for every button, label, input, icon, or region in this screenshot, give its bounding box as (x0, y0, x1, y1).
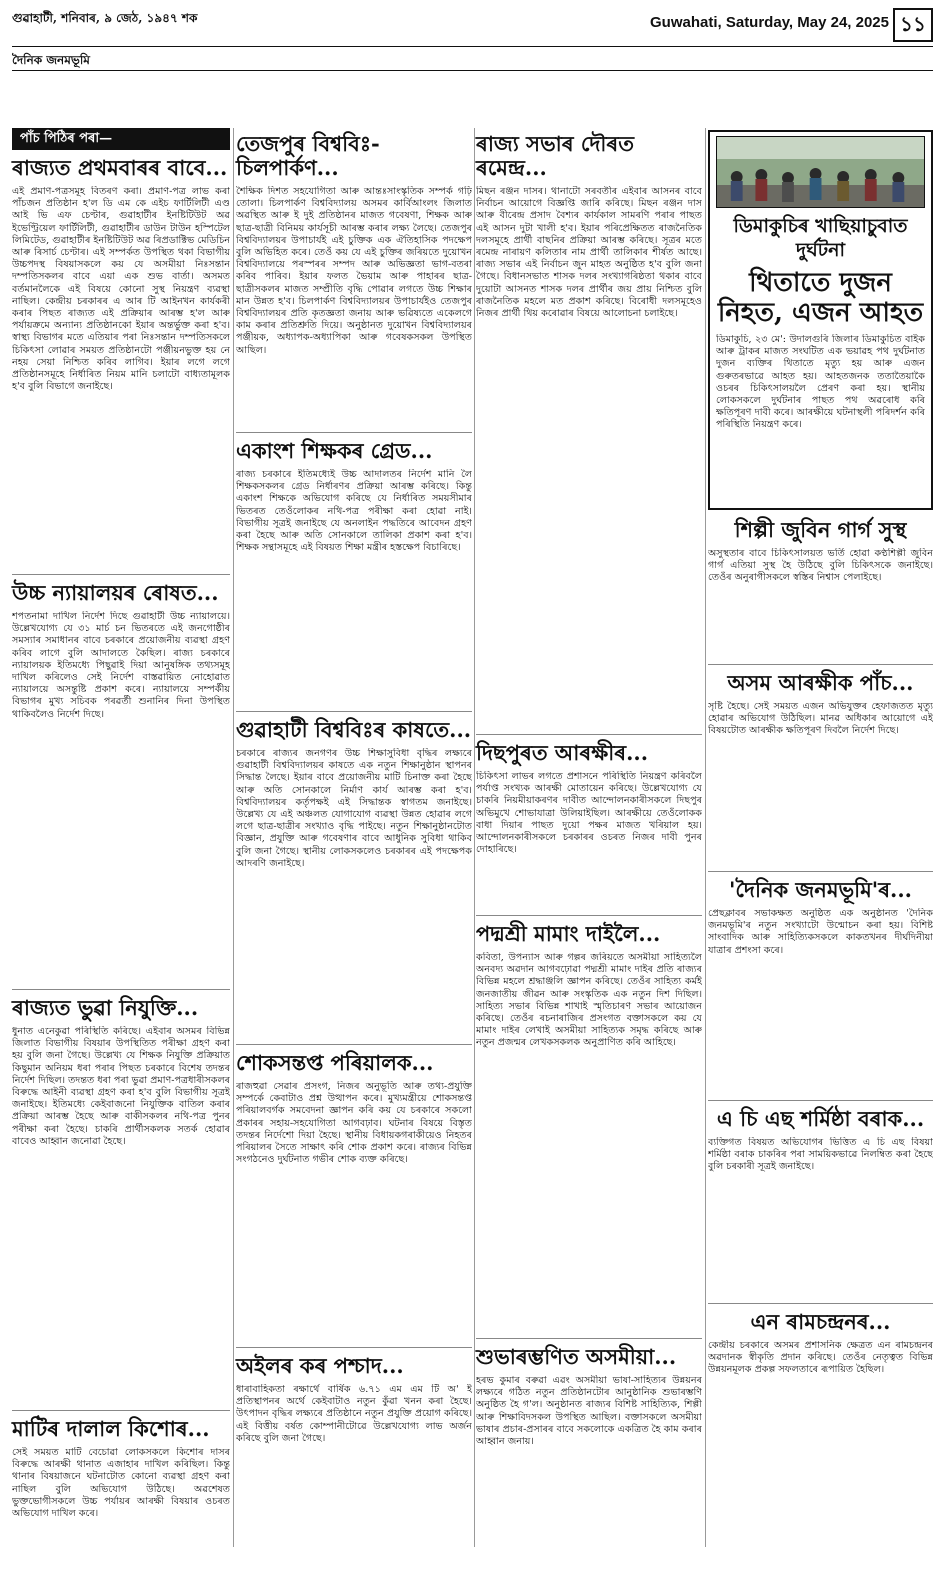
column-4 (708, 130, 933, 1450)
brand-name: দৈনিক জনমভূমি (12, 53, 90, 67)
article-body: ব্যক্তিগত বিষয়ত অভিযোগৰ ভিত্তিত এ চি এছ বিষয়া শৰ্মিষ্ঠা বৰাক চাকৰিৰ পৰা সাময়িকভাৱে নিলম্বিত কৰা হৈছে বুলি চৰকাৰী সূত্ৰই জনাইছে। (708, 1137, 933, 1173)
divider (12, 574, 230, 575)
article-body: কেন্দ্ৰীয় চৰকাৰে অসমৰ প্ৰশাসনিক ক্ষেত্ৰত এন ৰামচন্দ্ৰনৰ অৱদানক স্বীকৃতি প্ৰদান কৰিছে। তেওঁৰ নেতৃত্বত বিভিন্ন উন্নয়নমূলক প্ৰকল্প সফলতাৰে ৰূপায়িত হৈছিল। (708, 1340, 933, 1376)
article-body: সৃষ্টি হৈছে। সেই সময়ত এজন অভিযুক্তৰ হেফাজতত মৃত্যু হোৱাৰ অভিযোগ উঠিছিল। মানৱ অধিকাৰ আয়োগে এই বিষয়টোত আৰক্ষীক ক্ষতিপূৰণ দিবলৈ নিৰ্দেশ দিছে। (708, 701, 933, 737)
column-separator (705, 128, 706, 1547)
article-body: অসুস্থতাৰ বাবে চিকিৎসালয়ত ভৰ্তি হোৱা কণ্ঠশিল্পী জুবিন গাৰ্গ এতিয়া সুস্থ হৈ উঠিছে বুলি চিকিৎসকে জনাইছে। তেওঁৰ অনুৰাগীসকলে স্বস্তিৰ নিশ্বাস পেলাইছে। (708, 548, 933, 584)
column-separator (233, 128, 234, 1547)
article-body: চিকিৎসা লাভৰ লগতে প্ৰশাসনে পৰিস্থিতি নিয়ন্ত্ৰণ কৰিবলৈ পৰ্যাপ্ত সংখ্যক আৰক্ষী মোতায়েন কৰিছে। উল্লেখযোগ্য যে চাকৰি নিয়মীয়াকৰণৰ দাবীত আন্দোলনকাৰীসকলে দিছপুৰ অভিমুখে শোভাযাত্ৰা উলিয়াইছিল। আৰক্ষীয়ে তেওঁলোকক বাধা দিয়াৰ পাছত দুয়ো পক্ষৰ মাজত খৰিয়াল হয়। আন্দোলনকাৰীসকলে চৰকাৰৰ ওচৰত নিজৰ দাবী পুনৰ দোহাৰিছে। (476, 771, 702, 856)
article (236, 132, 472, 426)
article (708, 1107, 933, 1297)
headline: 'দৈনিক জনমভূমি'ৰ... (729, 877, 912, 902)
article-body: শপতনামা দাখিল নিৰ্দেশ দিছে গুৱাহাটী উচ্চ ন্যায়ালয়ে। উল্লেখযোগ্য যে ৩১ মাৰ্চ চন ভিতৰতে এই জনগোষ্ঠীৰ সমস্যাৰ সমাধানৰ বাবে চৰকাৰে প্ৰয়োজনীয় ব্যৱস্থা গ্ৰহণ কৰিব লাগে বুলি আদালতে কৈছিল। ৰাজ্য চৰকাৰে ন্যায়ালয়ক ইতিমধ্যে পিছুৱাই দিয়া আনুষঙ্গিক তথ্যসমূহ দাখিল কৰিলেও সেই নিৰ্দেশ বাস্তৱায়িত নোহোৱাত ন্যায়ালয়ে অসন্তুষ্টি প্ৰকাশ কৰে। ন্যায়ালয়ে সম্পৰ্কীয় বিভাগৰ মুখ্য সচিবক পৰৱৰ্তী শুনানিৰ দিনা উপস্থিত থাকিবলৈও নিৰ্দেশ দিছে। (12, 611, 230, 720)
headline: ৰাজ্যত ভুৱা নিযুক্তি... (12, 995, 199, 1020)
article-body: ধুনাত এনেকুৱা পৰিস্থিতি কৰিছে। এইবাৰ অসমৰ বিভিন্ন জিলাত বিভাগীয় বিষয়াৰ উপস্থিতিত পৰীক্ষা গ্ৰহণ কৰা হয় বুলি জনা গৈছে। উল্লেখ্য যে শিক্ষক নিযুক্তি প্ৰক্ৰিয়াত কিছুমান অনিয়ম ধৰা পৰাৰ পিছত চৰকাৰে বিশেষ তদন্তৰ নিৰ্দেশ দিছিল। তদন্তত ধৰা পৰা ভুৱা প্ৰমাণ-পত্ৰধাৰীসকলৰ বিৰুদ্ধে আইনী ব্যৱস্থা গ্ৰহণ কৰা হ'ব বুলি বিভাগীয় সূত্ৰই জনাইছে। ইতিমধ্যে কেইবাজনো নিযুক্তিক বাতিল কৰাৰ প্ৰক্ৰিয়া আৰম্ভ হৈছে আৰু বাকীসকলৰ নথি-পত্ৰ পুনৰ পৰীক্ষা কৰা হৈছে। চাকৰি প্ৰাৰ্থীসকলক সতৰ্ক হোৱাৰ বাবেও আহ্বান জনোৱা হৈছে। (12, 1026, 230, 1147)
article-body: সেই সময়ত মাটি বেচোৱা লোকসকলে কিশোৰ দাসৰ বিৰুদ্ধে আৰক্ষী থানাত এজাহাৰ দাখিল কৰিছিল। কিন্তু থানাৰ বিষয়াজনে ঘটনাটোত কোনো ব্যৱস্থা গ্ৰহণ কৰা নাছিল বুলি অভিযোগ উঠিছে। অৱশেষত ভুক্তভোগীসকলে উচ্চ পৰ্যায়ৰ আৰক্ষী বিষয়াৰ ওচৰত অভিযোগ দাখিল কৰে। (12, 1447, 230, 1520)
article-body: মিছন ৰঞ্জন দাসৰ। থানাটো সৰবতীৰ এইবাৰ আসনৰ বাবে নিৰ্বাচন আয়োগে বিজ্ঞপ্তি জাৰি কৰিছে। মিছন ৰঞ্জন দাস আৰু বীৰেন্দ্ৰ প্ৰসাদ বৈশ্যৰ কাৰ্যকাল সামৰণি পৰাৰ পাছত এই আসন দুটা খালী হ'ব। ইয়াৰ পৰিপ্ৰেক্ষিতত ৰাজনৈতিক দলসমূহে প্ৰাৰ্থী বাছনিৰ প্ৰক্ৰিয়া আৰম্ভ কৰিছে। সূত্ৰৰ মতে ৰমেন্দ্ৰ নাৰায়ণ কলিতাৰ নাম প্ৰাৰ্থী তালিকাৰ শীৰ্ষত আছে। ৰাজ্য সভাৰ এই নিৰ্বাচন জুন মাহত অনুষ্ঠিত হ'ব বুলি জনা গৈছে। বিধানসভাত শাসক দলৰ সংখ্যাগৰিষ্ঠতা থকাৰ বাবে দুয়োটা আসনত শাসক দলৰ প্ৰাৰ্থীৰ জয় প্ৰায় নিশ্চিত বুলি ৰাজনৈতিক মহলে মত প্ৰকাশ কৰিছে। বিৰোধী দলসমূহেও নিজৰ প্ৰাৰ্থী থিয় কৰোৱাৰ বিষয়ে আলোচনা চলাইছে। (476, 186, 702, 320)
article (708, 878, 933, 1094)
column-3 (476, 130, 702, 1533)
article-body: শৈক্ষিক দিশত সহযোগিতা আৰু আন্তঃসাংস্কৃতিক সম্পৰ্ক গঢ়ি তোলা। চিলপাৰ্কণ বিশ্ববিদ্যালয় অসমৰ কাৰ্বিআংলং জিলাত অৱস্থিত আৰু ই দুই প্ৰতিষ্ঠানৰ মাজত গবেষণা, শিক্ষক আৰু ছাত্ৰ-ছাত্ৰী বিনিময় কাৰ্যসূচী আৰম্ভ কৰাৰ লক্ষ্য লৈছে। তেজপুৰ বিশ্ববিদ্যালয়ৰ উপাচাৰ্যই এই চুক্তিক এক ঐতিহাসিক পদক্ষেপ বুলি অভিহিত কৰে। তেওঁ কয় যে এই চুক্তিৰ জৰিয়তে দুয়োখন বিশ্ববিদ্যালয়ে পৰস্পৰৰ সম্পদ আৰু অভিজ্ঞতা ভাগ-বতৰা কৰিব পাৰিব। ইয়াৰ ফলত ভৈয়াম আৰু পাহাৰৰ ছাত্ৰ-ছাত্ৰীসকলৰ মাজত সম্প্ৰীতি বৃদ্ধি পোৱাৰ লগতে উচ্চ শিক্ষাৰ মান উন্নত হ'ব। চিলপাৰ্কণ বিশ্ববিদ্যালয়ৰ উপাচাৰ্যইও তেজপুৰ বিশ্ববিদ্যালয়ৰ প্ৰতি কৃতজ্ঞতা জনায় আৰু ভৱিষ্যতে একেলগে কাম কৰাৰ প্ৰতিশ্ৰুতি দিয়ে। অনুষ্ঠানত দুয়োখন বিশ্ববিদ্যালয়ৰ পঞ্জীয়ক, অধ্যাপক-অধ্যাপিকা আৰু গবেষকসকল উপস্থিত আছিল। (236, 186, 472, 356)
divider (476, 734, 702, 735)
article-body: চৰকাৰে ৰাজ্যৰ জনগণৰ উচ্চ শিক্ষাসুবিধা বৃদ্ধিৰ লক্ষ্যৰে গুৱাহাটী বিশ্ববিদ্যালয়ৰ কাষতে এক নতুন শিক্ষানুষ্ঠান স্থাপনৰ সিদ্ধান্ত লৈছে। ইয়াৰ বাবে প্ৰয়োজনীয় মাটি চিনাক্ত কৰা হৈছে আৰু অতি সোনকালে নিৰ্মাণ কাৰ্য আৰম্ভ কৰা হ'ব। বিশ্ববিদ্যালয়ৰ কৰ্তৃপক্ষই এই সিদ্ধান্তক স্বাগতম জনাইছে। উল্লেখ্য যে এই অঞ্চলত যোগাযোগ ব্যৱস্থা উন্নত হোৱাৰ লগে লগে ছাত্ৰ-ছাত্ৰীৰ সংখ্যাও বৃদ্ধি পাইছে। নতুন শিক্ষানুষ্ঠানটোত বিজ্ঞান, প্ৰযুক্তি আৰু গবেষণাৰ বাবে আধুনিক সুবিধা থাকিব বুলি জনা গৈছে। স্থানীয় লোকসকলেও চৰকাৰৰ এই পদক্ষেপক আদৰণি জনাইছে। (236, 748, 472, 869)
lead-body: ডিমাকুচি, ২৩ মে': উদালগুৰি জিলাৰ ডিমাকুচিত বাইক আৰু ট্ৰাকৰ মাজত সংঘটিত এক ভয়াৱহ পথ দুৰ্ঘটনাত দুজন ব্যক্তিৰ থিতাতে মৃত্যু হয় আৰু এজন গুৰুতৰভাৱে আহত হয়। আহতজনক ততাতৈয়াকৈ ওচৰৰ চিকিৎসালয়লৈ প্ৰেৰণ কৰা হয়। স্থানীয় লোকসকলে দুৰ্ঘটনাৰ পাছত পথ অৱৰোধ কৰি ক্ষতিপূৰণ দাবী কৰে। আৰক্ষীয়ে ঘটনাস্থলী পৰিদৰ্শন কৰি পৰিস্থিতি নিয়ন্ত্ৰণ কৰে। (716, 334, 925, 431)
article (708, 671, 933, 865)
news-photo (716, 136, 925, 208)
brand-rule (12, 70, 933, 71)
article (476, 922, 702, 1332)
headline: গুৱাহাটী বিশ্ববিঃৰ কাষতে... (236, 717, 472, 742)
headline: অসম আৰক্ষীক পাঁচ... (727, 670, 914, 695)
headline: একাংশ শিক্ষকৰ গ্ৰেড... (236, 438, 433, 463)
column-2 (236, 130, 472, 1480)
headline: ৰাজ্য সভাৰ দৌৰত ৰমেন্দ্ৰ... (476, 131, 634, 180)
headline: শুভাৰম্ভণিত অসমীয়া... (476, 1344, 677, 1369)
divider (708, 1100, 933, 1101)
article (476, 132, 702, 728)
column-1 (12, 154, 230, 1539)
divider (236, 711, 472, 712)
headline: শিল্পী জুবিন গাৰ্গ সুস্থ (734, 517, 907, 542)
lead-story-box (708, 130, 933, 510)
headline: ৰাজ্যত প্ৰথমবাৰৰ বাবে... (12, 155, 228, 180)
headline: এ চি এছ শৰ্মিষ্ঠা বৰাক... (716, 1106, 925, 1131)
article (12, 581, 230, 983)
article (12, 996, 230, 1404)
masthead (12, 8, 933, 54)
divider (708, 1303, 933, 1304)
article (476, 1345, 702, 1533)
photo-caption-headline: ডিমাকুচিৰ খাছিয়াচুবাত দুৰ্ঘটনা (733, 215, 908, 261)
headline: উচ্চ ন্যায়ালয়ৰ ৰোষত... (12, 580, 219, 605)
article (708, 1310, 933, 1450)
article-body: ধাৰাবাহিকতা ৰক্ষাৰ্থে বাৰ্ষিক ৬.৭১ এম এম টি অ' ই প্ৰতিস্থাপনৰ অৰ্থে কেইবাটাও নতুন কুঁৱা খনন কৰা হৈছে। উৎপাদন বৃদ্ধিৰ লক্ষ্যৰে প্ৰতিষ্ঠানে নতুন প্ৰযুক্তি প্ৰয়োগ কৰিছে। এই বিত্তীয় বৰ্ষত কোম্পানীটোৱে উল্লেখযোগ্য লাভ অৰ্জন কৰিছে বুলি জনা গৈছে। (236, 1384, 472, 1444)
headline: মাটিৰ দালাল কিশোৰ... (12, 1416, 210, 1441)
divider (708, 871, 933, 872)
headline: পদ্মশ্ৰী মামাং দাইলৈ... (476, 921, 661, 946)
article-body: কবিতা, উপন্যাস আৰু গল্পৰ জৰিয়তে অসমীয়া সাহিত্যলৈ অনবদ্য অৱদান আগবঢ়োৱা পদ্মশ্ৰী মামাং দাইৰ প্ৰতি ৰাজ্যৰ বিভিন্ন মহলে শ্ৰদ্ধাঞ্জলি জ্ঞাপন কৰিছে। তেওঁৰ সাহিত্য কৰ্মই জনজাতীয় জীৱন আৰু সংস্কৃতিক এক নতুন দিশ দিছিল। সাহিত্য সভাৰ বিভিন্ন শাখাই স্মৃতিচাৰণ সভাৰ আয়োজন কৰিছে। তেওঁৰ ৰচনাৰাজিৰ প্ৰসংগত বক্তাসকলে কয় যে মামাং দাইৰ লেখাই অসমীয়া সাহিত্যক সমৃদ্ধ কৰিছে আৰু নতুন প্ৰজন্মৰ লেখকসকলক অনুপ্ৰাণিত কৰি আহিছে। (476, 952, 702, 1049)
divider (236, 1347, 472, 1348)
divider (236, 1044, 472, 1045)
article (236, 718, 472, 1038)
article (708, 518, 933, 658)
masthead-rule (12, 46, 933, 47)
article (236, 1051, 472, 1341)
divider (236, 432, 472, 433)
article (236, 439, 472, 705)
page-number: ১১ (893, 8, 933, 42)
article-body: ৰাজহুৱা সেৱাৰ প্ৰসংগ, নিজৰ অনুভূতি আৰু তথ্য-প্ৰযুক্তি সম্পৰ্কে কেবাটাও প্ৰশ্ন উত্থাপন কৰে। মুখ্যমন্ত্ৰীয়ে শোকসন্তপ্ত পৰিয়ালবৰ্গক সমবেদনা জ্ঞাপন কৰি কয় যে চৰকাৰে সকলো প্ৰকাৰৰ সহায়-সহযোগিতা আগবঢ়াব। ঘটনাৰ বিষয়ে বিস্তৃত তদন্তৰ নিৰ্দেশো দিয়া হৈছে। স্থানীয় বিধায়কগৰাকীয়েও নিহতৰ পৰিয়ালৰ সৈতে সাক্ষাৎ কৰি শোক প্ৰকাশ কৰে। ৰাজ্যৰ বিভিন্ন সংগঠনেও দুৰ্ঘটনাত গভীৰ শোক ব্যক্ত কৰিছে। (236, 1081, 472, 1166)
divider (476, 1338, 702, 1339)
masthead-date-english: Guwahati, Saturday, May 24, 2025 (650, 14, 889, 31)
headline: অইলৰ কৰ পশ্চাদ... (236, 1353, 404, 1378)
divider (708, 664, 933, 665)
article-body: প্ৰেছক্লাবৰ সভাকক্ষত অনুষ্ঠিত এক অনুষ্ঠানত 'দৈনিক জনমভূমি'ৰ নতুন সংখ্যাটো উন্মোচন কৰা হয়। বিশিষ্ট সাংবাদিক আৰু সাহিত্যিকসকলে কাকতখনৰ দীৰ্ঘদিনীয়া যাত্ৰাৰ প্ৰশংসা কৰে। (708, 908, 933, 956)
lead-headline: থিতাতে দুজন নিহত, এজন আহত (717, 268, 924, 328)
headline: এন ৰামচন্দ্ৰনৰ... (750, 1309, 891, 1334)
article-body: এই প্ৰমাণ-পত্ৰসমূহ বিতৰণ কৰা। প্ৰমাণ-পত্ৰ লাভ কৰা পাঁচজন প্ৰতিষ্ঠান হ'ল ডি এম কে এইচ ফাৰ্টিলিটী এণ্ড আই ভি এফ চেণ্টাৰ, গুৱাহাটীৰ ইনষ্টিটিউট অৱ ইভেণ্ট্ৰিয়েল ফাৰ্টিলিটী, গুৱাহাটীৰ ডাউন টাউন হস্পিটেল লিমিটেড, গুৱাহাটীৰ ইনষ্টিটিউট অৱ ৰিপ্ৰডাক্টিভ মেডিচিন আৰু ৰিসাৰ্চ চেণ্টাৰ। এই সম্পৰ্কত উপস্থিত থকা বিভাগীয় উচ্চপদস্থ বিষয়াসকলে কয় যে অসমীয়া নিঃসন্তান দম্পতিসকলৰ বাবে এয়া এক শুভ বাৰ্তা। অসমত বৰ্তমানলৈকে এই বিষয়ে কোনো সুস্থ নিয়ন্ত্ৰণ ব্যৱস্থা নাছিল। কেন্দ্ৰীয় চৰকাৰৰ এ আৰ টি আইনখন কাৰ্যকৰী কৰাৰ পিছত ৰাজ্যত এই প্ৰক্ৰিয়াৰ আৰম্ভ হ'ল আৰু পৰ্যায়ক্ৰমে অন্যান্য প্ৰতিষ্ঠানকো ইয়াৰ অন্তৰ্ভুক্ত কৰা হ'ব। স্বাস্থ্য বিভাগৰ মতে এতিয়াৰ পৰা নিঃসন্তান দম্পতিসকলে চিকিৎসা লোৱাৰ সময়ত প্ৰতিষ্ঠানটো পঞ্জীয়নভুক্ত হয় নে নহয় সেয়া নিশ্চিত কৰিব লাগিব। ইয়াৰ লগে লগে প্ৰতিষ্ঠানসমূহে নিৰ্ধাৰিত নিয়ম মানি চলাটো বাধ্যতামূলক হ'ব বুলি বিভাগে জনাইছে। (12, 186, 230, 393)
divider (476, 915, 702, 916)
article (12, 1417, 230, 1539)
article (236, 1354, 472, 1480)
divider (12, 989, 230, 990)
column-separator (474, 128, 475, 1547)
headline: তেজপুৰ বিশ্ববিঃ-চিলপাৰ্কণ... (236, 131, 380, 180)
article (12, 156, 230, 568)
headline: দিছপুৰত আৰক্ষীৰ... (476, 740, 649, 765)
divider (12, 1410, 230, 1411)
masthead-date-assamese: গুৱাহাটী, শনিবাৰ, ৯ জেঠ, ১৯৪৭ শক (12, 11, 198, 25)
article-body: ৰাজ্য চৰকাৰে ইতিমধ্যেই উচ্চ আদালতৰ নিৰ্দেশ মানি লৈ শিক্ষকসকলৰ গ্ৰেড নিৰ্ধাৰণৰ প্ৰক্ৰিয়া আৰম্ভ কৰিছে। কিন্তু একাংশ শিক্ষকে অভিযোগ কৰিছে যে নিৰ্ধাৰিত সময়সীমাৰ ভিতৰত তেওঁলোকৰ নথি-পত্ৰ পৰীক্ষা কৰা হোৱা নাই। বিভাগীয় সূত্ৰই জনাইছে যে অনলাইন পদ্ধতিৰে আবেদন গ্ৰহণ কৰা হৈছে আৰু অতি সোনকালে তালিকা প্ৰকাশ কৰা হ'ব। শিক্ষক সন্থাসমূহে এই বিষয়ত শিক্ষা মন্ত্ৰীৰ হস্তক্ষেপ বিচাৰিছে। (236, 469, 472, 554)
crowd-photo-icon (717, 137, 924, 207)
continued-banner: পাঁচ পিঠিৰ পৰা— (12, 128, 230, 150)
headline: শোকসন্তপ্ত পৰিয়ালক... (236, 1050, 434, 1075)
article (476, 741, 702, 909)
article-body: হৰভ কুমাৰ বৰুৱা এৱং অসমীয়া ভাষা-সাহিত্যৰ উন্নয়নৰ লক্ষ্যৰে গঠিত নতুন প্ৰতিষ্ঠানটোৰ আনুষ্ঠানিক শুভাৰম্ভণি অনুষ্ঠিত হৈ গ'ল। অনুষ্ঠানত ৰাজ্যৰ বিশিষ্ট সাহিত্যিক, শিল্পী আৰু শিক্ষাবিদসকল উপস্থিত আছিল। বক্তাসকলে অসমীয়া ভাষাৰ প্ৰচাৰ-প্ৰসাৰৰ বাবে সকলোকে একত্ৰিত হৈ কাম কৰাৰ আহ্বান জনায়। (476, 1375, 702, 1448)
